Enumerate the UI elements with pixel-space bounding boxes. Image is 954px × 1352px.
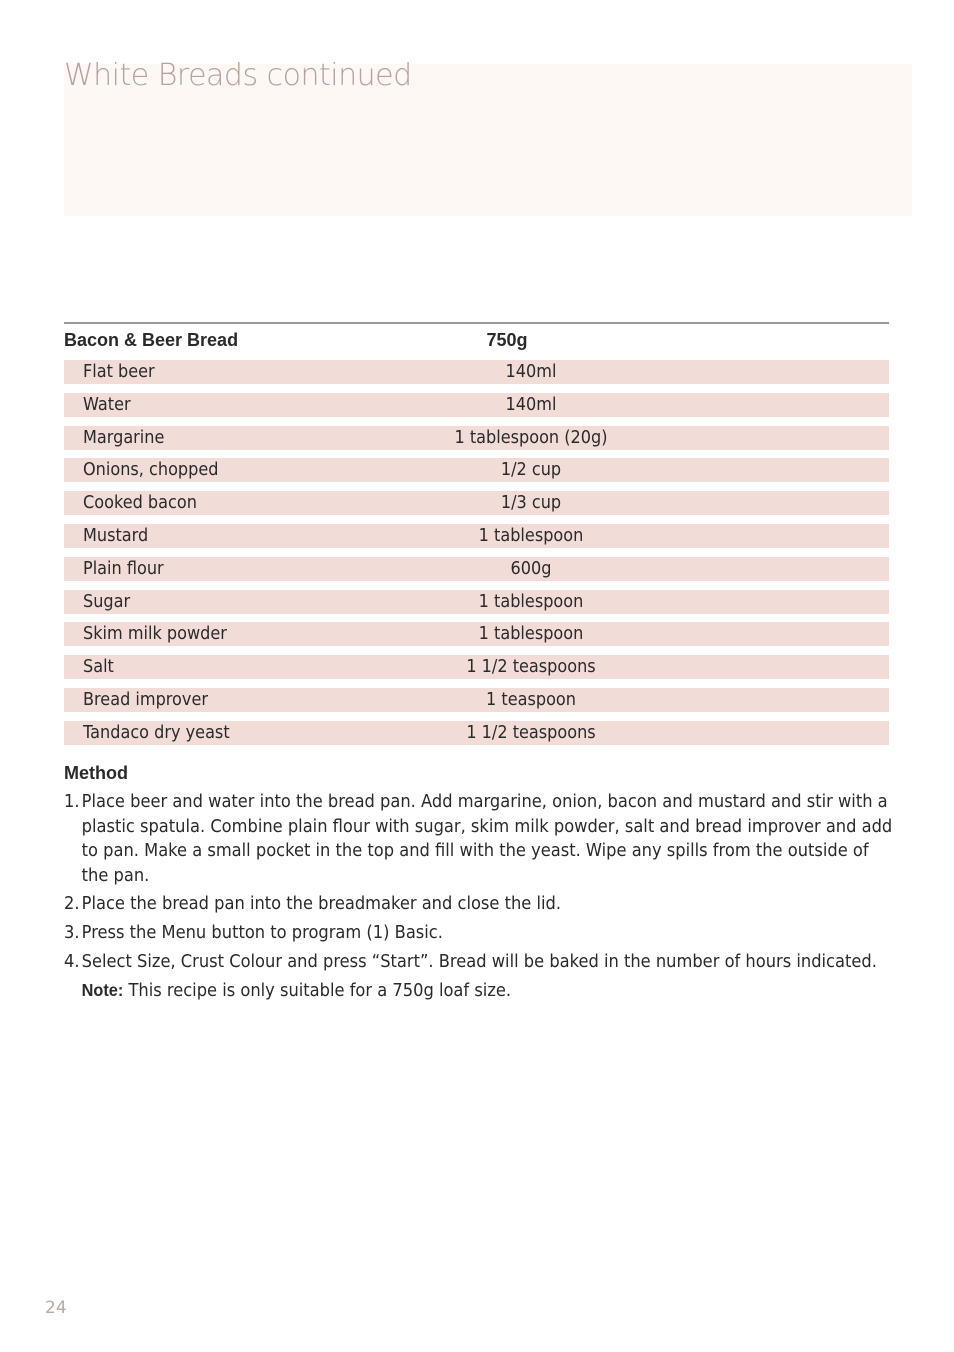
step-number: 2.	[64, 894, 80, 915]
ingredient-name: Tandaco dry yeast	[83, 722, 230, 743]
page-title: White Breads continued	[64, 58, 412, 93]
ingredient-quantity: 140ml	[505, 362, 557, 382]
ingredient-name: Water	[83, 394, 131, 415]
ingredient-name: Margarine	[83, 427, 165, 448]
ingredient-row	[64, 622, 889, 646]
ingredient-name: Cooked bacon	[83, 493, 197, 514]
method-step	[64, 950, 900, 975]
ingredient-name: Mustard	[83, 525, 149, 546]
step-number: 3.	[64, 922, 80, 943]
ingredient-quantity: 1/3 cup	[500, 493, 562, 514]
ingredient-quantity: 1 tablespoon	[478, 525, 584, 546]
step-text: Place the bread pan into the breadmaker and close the lid.	[81, 894, 562, 915]
ingredient-name: Flat beer	[83, 362, 155, 382]
ingredient-row	[64, 721, 889, 745]
ingredient-name: Sugar	[83, 591, 131, 612]
ingredient-name: Skim milk powder	[83, 624, 227, 645]
step-text: Select Size, Crust Colour and press “Start”. Bread will be baked in the number of hours indicated.	[81, 951, 877, 972]
step-text: Press the Menu button to program (1) Basic.	[81, 922, 443, 943]
ingredient-quantity: 1/2 cup	[500, 460, 562, 481]
ingredient-list	[64, 360, 889, 745]
method-section	[64, 760, 894, 1004]
ingredient-quantity: 1 1/2 teaspoons	[466, 657, 596, 678]
ingredient-quantity: 1 tablespoon	[478, 624, 584, 645]
ingredient-name: Plain flour	[83, 558, 164, 579]
ingredient-row	[64, 491, 889, 515]
step-number: 4.	[64, 951, 80, 972]
recipe-header-row: Bacon & Beer Bread 750g	[64, 330, 528, 350]
ingredient-row	[64, 458, 889, 482]
recipe-name: Bacon & Beer Bread	[64, 330, 239, 350]
ingredient-row	[64, 360, 889, 384]
ingredient-quantity: 1 teaspoon	[486, 689, 576, 710]
ingredient-quantity: 1 tablespoon (20g)	[454, 427, 608, 448]
ingredient-row	[64, 393, 889, 417]
ingredient-name: Bread improver	[83, 689, 208, 710]
method-title: Method	[64, 763, 128, 783]
ingredient-row	[64, 524, 889, 548]
step-text: Place beer and water into the bread pan. Add margarine, onion, bacon and mustard and stir with a plastic spatula. Combine plain flour with sugar, skim milk powder, salt and bread improver and add to pan. Make a small pocket in the top and fill with the yeast. Wipe any spills from the outside of the pan.	[81, 792, 893, 886]
ingredient-row	[64, 557, 889, 581]
method-step	[64, 790, 900, 888]
recipe-table	[64, 322, 889, 754]
ingredient-quantity: 600g	[510, 558, 552, 579]
ingredient-name: Salt	[83, 657, 114, 678]
method-step	[64, 921, 900, 946]
ingredient-quantity: 140ml	[505, 394, 557, 415]
ingredient-quantity: 1 1/2 teaspoons	[466, 722, 596, 743]
ingredient-row	[64, 590, 889, 614]
ingredient-row	[64, 426, 889, 450]
method-step	[64, 892, 900, 917]
page-number: 24	[45, 1298, 67, 1318]
method-note	[64, 978, 900, 1004]
step-number: 1.	[64, 792, 80, 812]
note-label: Note:	[81, 980, 124, 1001]
note-text: This recipe is only suitable for a 750g loaf size.	[128, 981, 512, 1002]
ingredient-row	[64, 688, 889, 712]
ingredient-name: Onions, chopped	[83, 460, 219, 481]
ingredient-quantity: 1 tablespoon	[478, 591, 584, 612]
ingredient-row	[64, 655, 889, 679]
